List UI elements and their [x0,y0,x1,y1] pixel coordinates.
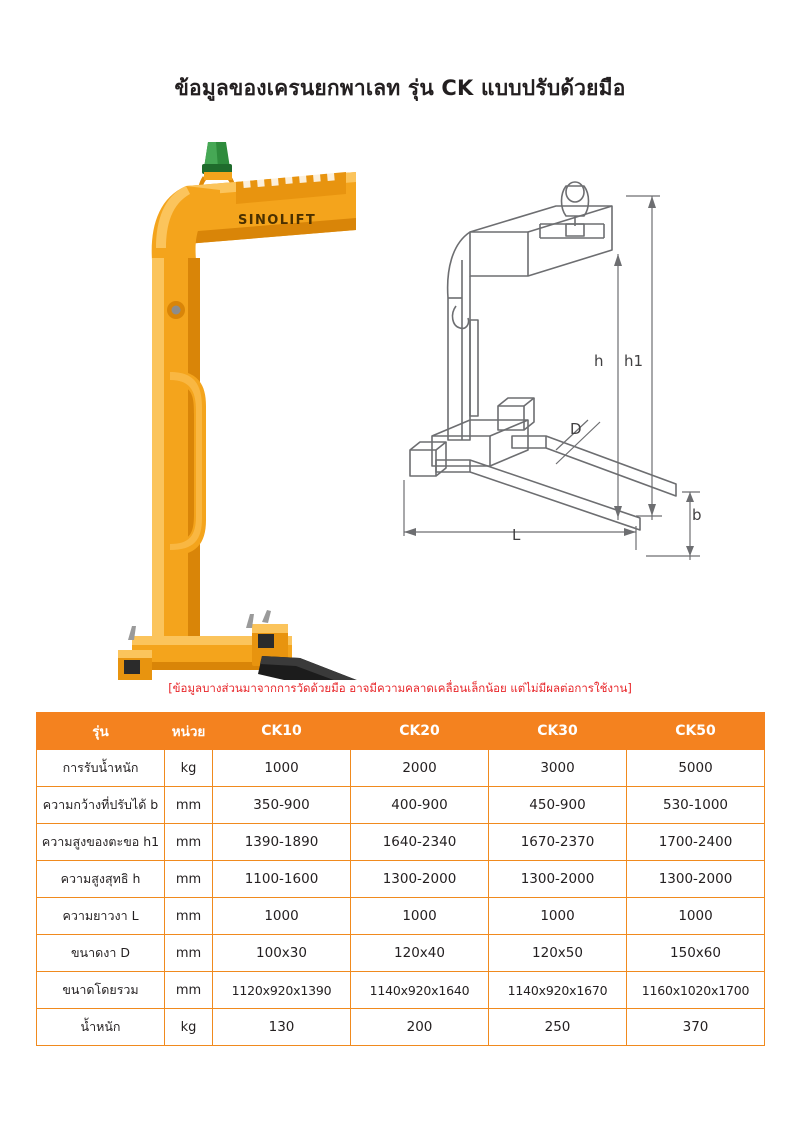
pivot-pin [167,301,185,319]
header-model-label: รุ่น [37,713,165,750]
measurement-note: [ข้อมูลบางส่วนมาจากการวัดด้วยมือ อาจมีความคลาดเคลื่อนเล็กน้อย แต่ไม่มีผลต่อการใช้งาน] [168,681,632,695]
cell-ck30: 1300-2000 [489,861,627,898]
drawing-top-beam [470,206,612,276]
row-label: ความยาวงา L [37,898,165,935]
row-unit: mm [165,861,213,898]
label-L: L [512,526,521,544]
drawing-hook-eye [562,182,589,236]
cell-ck20: 200 [351,1009,489,1046]
table-row [37,750,765,787]
table-row [37,898,765,935]
row-unit: mm [165,787,213,824]
table-row [37,861,765,898]
cell-ck20: 1140x920x1640 [351,972,489,1009]
page-title: ข้อมูลของเครนยกพาเลท รุ่น CK แบบปรับด้วยมือ [174,76,626,100]
table-row [37,972,765,1009]
cell-ck10: 1100-1600 [213,861,351,898]
label-D: D [570,420,582,438]
cell-ck10: 130 [213,1009,351,1046]
drawing-carriage [410,398,534,476]
row-unit: mm [165,935,213,972]
cell-ck20: 1000 [351,898,489,935]
cell-ck50: 150x60 [627,935,765,972]
table-row [37,787,765,824]
cell-ck10: 1000 [213,750,351,787]
cell-ck30: 120x50 [489,935,627,972]
row-unit: mm [165,972,213,1009]
label-b: b [692,506,702,524]
header-ck10: CK10 [213,713,351,750]
cell-ck20: 2000 [351,750,489,787]
header-ck20: CK20 [351,713,489,750]
header-ck50: CK50 [627,713,765,750]
row-label: ขนาดโดยรวม [37,972,165,1009]
row-unit: kg [165,1009,213,1046]
fork-rear [258,656,470,680]
table-row [37,935,765,972]
dimension-b [646,492,700,560]
cell-ck30: 450-900 [489,787,627,824]
table-row [37,824,765,861]
cell-ck20: 400-900 [351,787,489,824]
table-header-row [37,713,765,750]
cell-ck10: 1390-1890 [213,824,351,861]
cell-ck10: 100x30 [213,935,351,972]
row-label: ขนาดงา D [37,935,165,972]
drawing-mast [448,232,478,440]
cell-ck50: 370 [627,1009,765,1046]
cell-ck10: 1120x920x1390 [213,972,351,1009]
row-label: ความสูงของตะขอ h1 [37,824,165,861]
crane-illustration [0,120,800,680]
cell-ck50: 5000 [627,750,765,787]
row-unit: mm [165,898,213,935]
crane-line-drawing [404,182,700,560]
label-h1: h1 [624,352,644,370]
row-unit: mm [165,824,213,861]
cell-ck50: 1000 [627,898,765,935]
row-unit: kg [165,750,213,787]
cell-ck20: 1640-2340 [351,824,489,861]
product-figure [0,120,800,680]
dimension-h [614,254,622,520]
cell-ck20: 120x40 [351,935,489,972]
cell-ck50: 1700-2400 [627,824,765,861]
crane-photo-render [118,142,470,680]
cell-ck20: 1300-2000 [351,861,489,898]
cell-ck30: 1140x920x1670 [489,972,627,1009]
cell-ck30: 1000 [489,898,627,935]
row-label: ความกว้างที่ปรับได้ b [37,787,165,824]
cell-ck50: 1160x1020x1700 [627,972,765,1009]
table-row [37,1009,765,1046]
row-label: น้ำหนัก [37,1009,165,1046]
specification-table [36,712,765,1046]
cell-ck10: 350-900 [213,787,351,824]
header-unit: หน่วย [165,713,213,750]
cell-ck50: 1300-2000 [627,861,765,898]
brand-label: SINOLIFT [238,213,317,228]
label-h: h [594,352,604,370]
cell-ck10: 1000 [213,898,351,935]
hook-green-strap [202,142,232,174]
row-label: การรับน้ำหนัก [37,750,165,787]
cell-ck30: 250 [489,1009,627,1046]
cell-ck50: 530-1000 [627,787,765,824]
row-label: ความสูงสุทธิ h [37,861,165,898]
cell-ck30: 3000 [489,750,627,787]
cell-ck30: 1670-2370 [489,824,627,861]
header-ck30: CK30 [489,713,627,750]
